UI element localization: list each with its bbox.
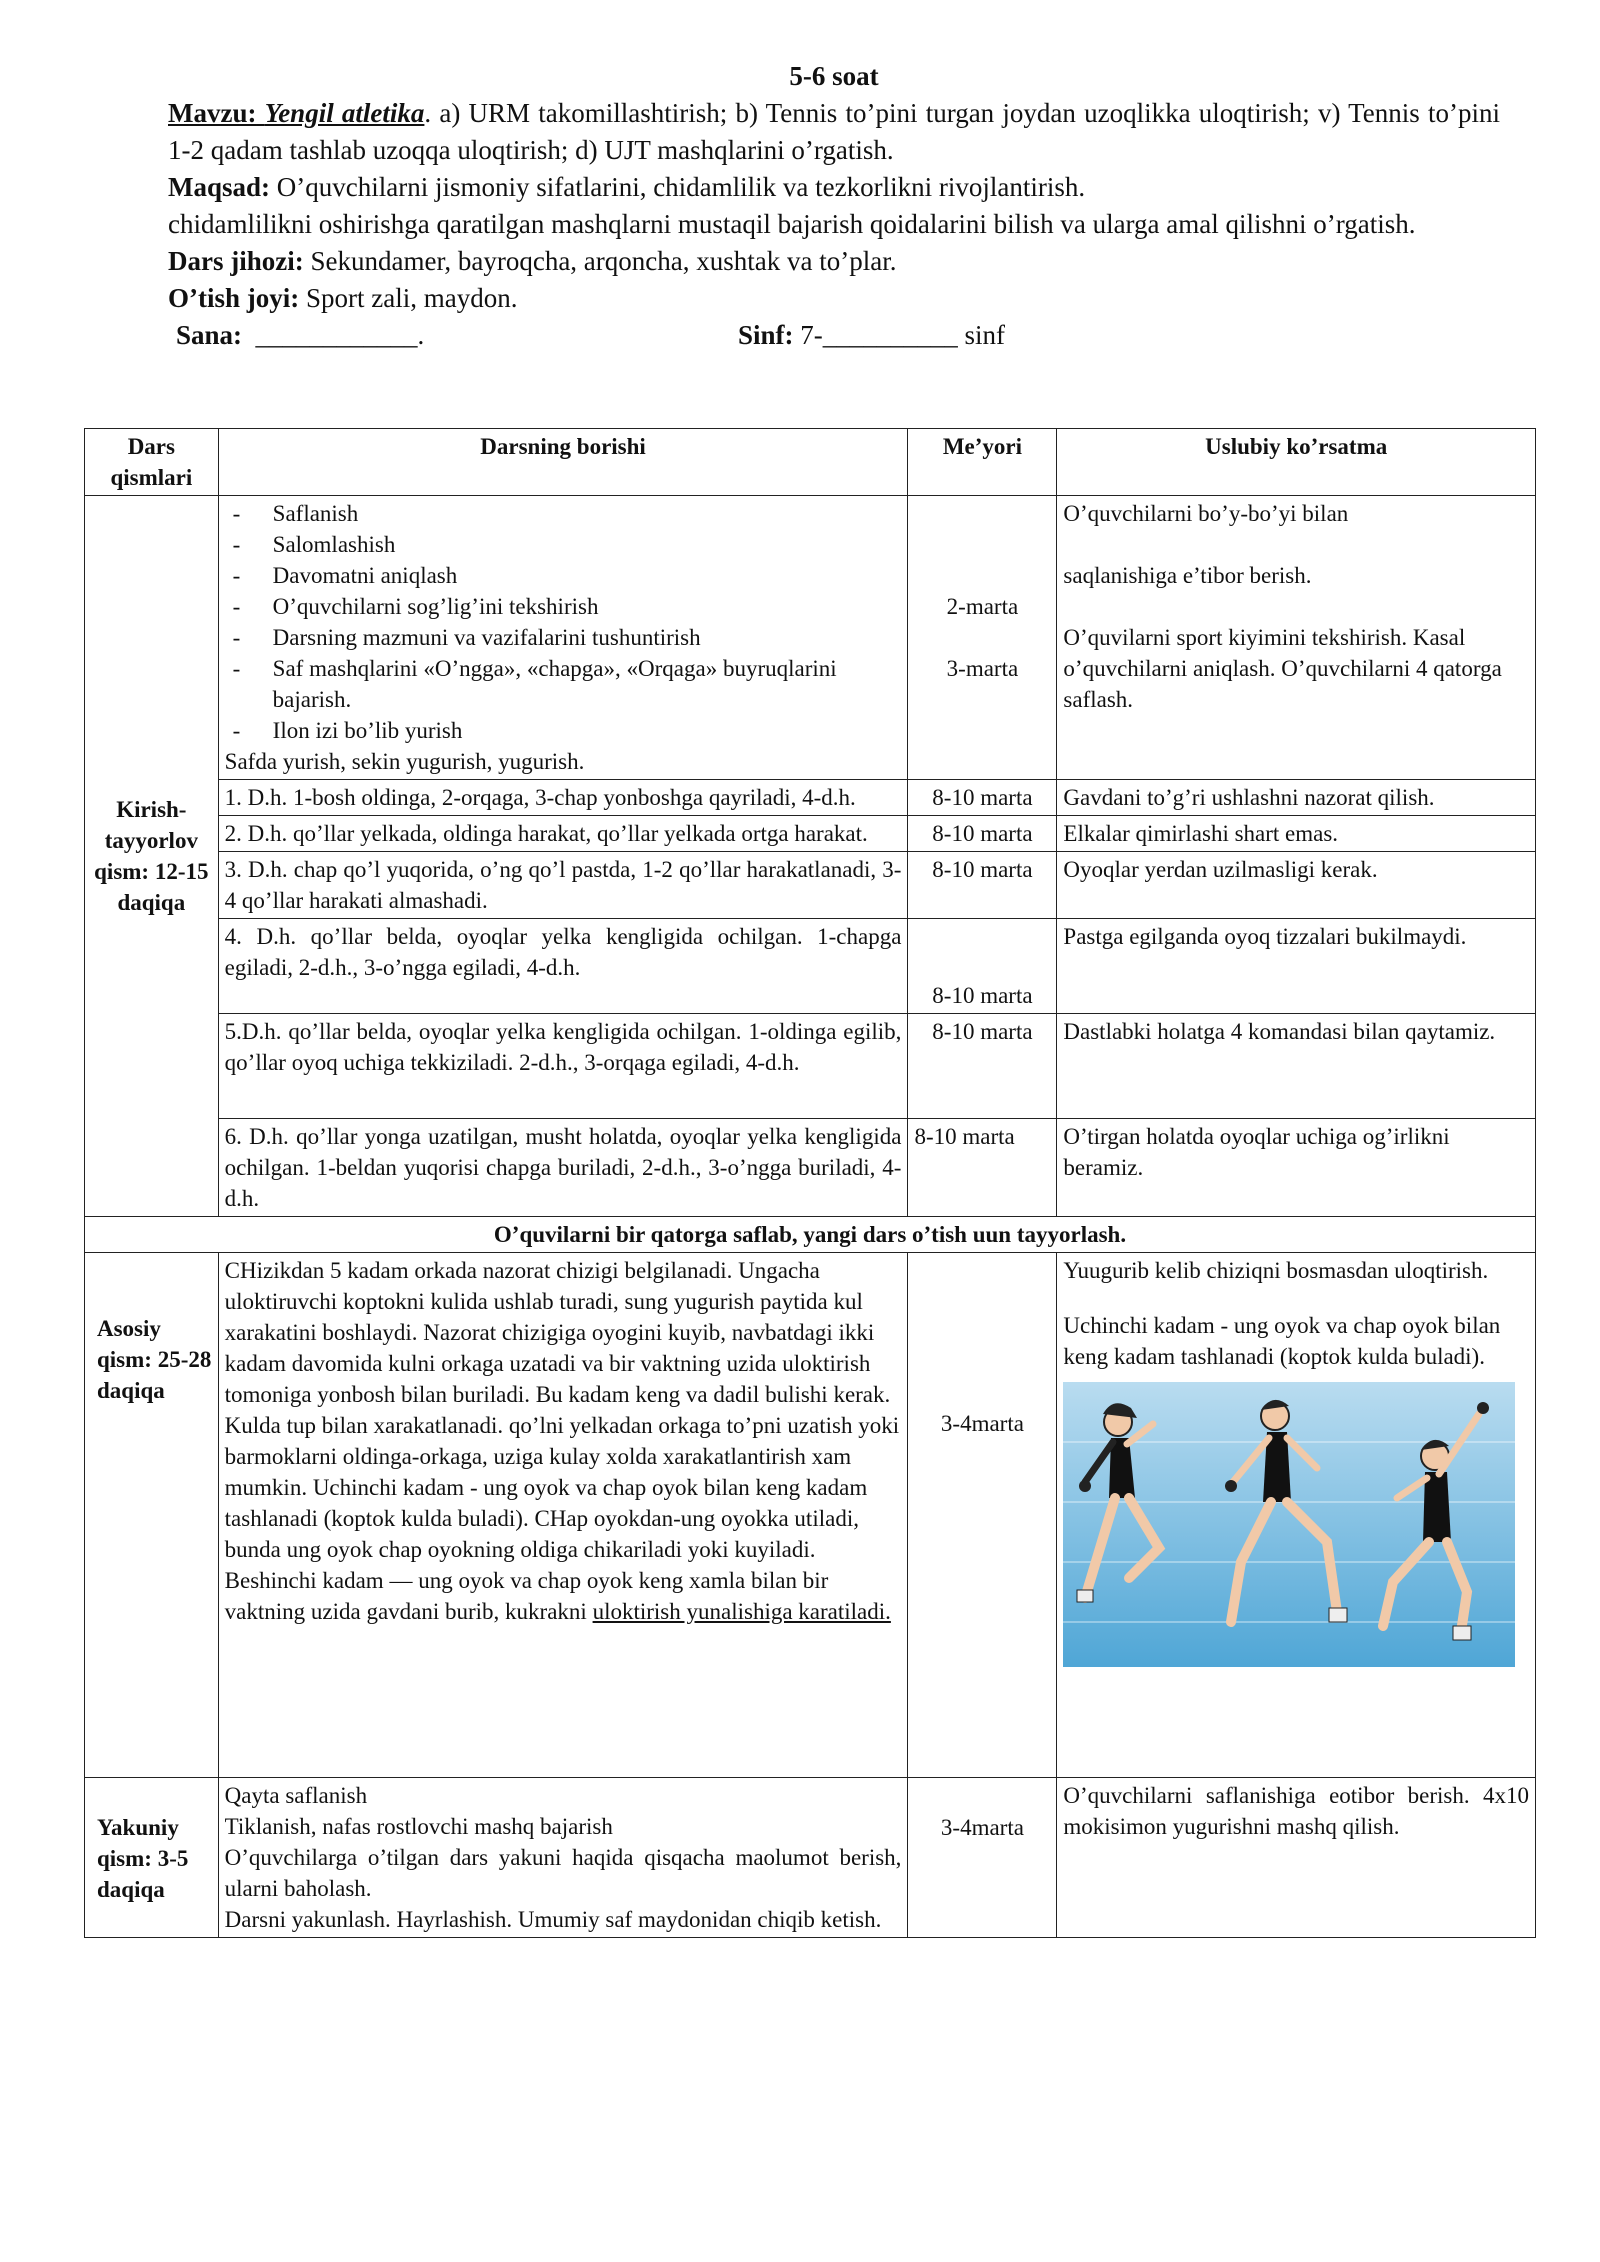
date-field <box>176 317 424 354</box>
date-blank: ____________. <box>242 320 425 350</box>
main-text-end: uloktirish yunalishiga karatiladi. <box>592 1599 891 1624</box>
equipment-text: Sekundamer, bayroqcha, arqoncha, xushtak va to’plar. <box>303 246 897 276</box>
exercise-text: 2. D.h. qo’llar yelkada, oldinga harakat, qo’llar yelkada ortga harakat. <box>218 816 908 852</box>
table-row <box>85 1217 1536 1253</box>
intro-note-1: O’quvchilarni bo’y-bo’yi bilan <box>1063 501 1349 526</box>
class-label: Sinf: <box>738 320 794 350</box>
exercise-norm: 8-10 marta <box>908 1014 1057 1119</box>
exercise-norm: 8-10 marta <box>908 780 1057 816</box>
exercise-norm: 8-10 marta <box>908 852 1057 919</box>
header-norm: Me’yori <box>908 429 1057 496</box>
lesson-header <box>168 58 1500 357</box>
exercise-note: O’tirgan holatda oyoqlar uchiga og’irlikni beramiz. <box>1057 1119 1536 1217</box>
table-row <box>85 1014 1536 1119</box>
goal-line-2: chidamlilikni oshirishga qaratilgan mashqlarni mustaqil bajarish qoidalarini bilish va ularga amal qilishni o’rgatish. <box>168 209 1416 239</box>
topic-title: Yengil atletika <box>264 98 425 128</box>
list-item: - Salomlashish <box>225 529 902 560</box>
intro-items-cell <box>218 496 908 780</box>
table-row <box>85 1119 1536 1217</box>
exercise-note: Elkalar qimirlashi shart emas. <box>1057 816 1536 852</box>
header-notes: Uslubiy ko’rsatma <box>1057 429 1536 496</box>
final-text-cell <box>218 1778 908 1938</box>
exercise-note: Gavdani to’g’ri ushlashni nazorat qilish. <box>1057 780 1536 816</box>
intro-list <box>225 498 902 746</box>
transition-row: O’quvilarni bir qatorga saflab, yangi dars o’tish uun tayyorlash. <box>85 1217 1536 1253</box>
table-row <box>85 1253 1536 1778</box>
list-item: - Saflanish <box>225 498 902 529</box>
exercise-text: 4. D.h. qo’llar belda, oyoqlar yelka kengligida ochilgan. 1-chapga egiladi, 2-d.h., 3-o’ngga egiladi, 4-d.h. <box>218 919 908 1014</box>
exercise-norm: 8-10 marta <box>908 1119 1057 1217</box>
header-progress: Darsning borishi <box>218 429 908 496</box>
table-row <box>85 780 1536 816</box>
intro-part-cell: Kirish-tayyorlov qism: 12-15 daqiqa <box>85 496 219 1217</box>
main-norm-cell: 3-4marta <box>908 1253 1057 1778</box>
intro-norm-1: 2-marta <box>946 594 1019 619</box>
date-class-row <box>168 317 1500 357</box>
main-text: CHizikdan 5 kadam orkada nazorat chizigi belgilanadi. Ungacha uloktiruvchi koptokni kulida ushlab turadi, sung yugurish paytida kul xarakatini boshlaydi. Nazorat chizigiga oyogini kuyib, navbatdagi ikki kadam davomida kulni orkaga uzatadi va bir vaktning uzida uloktirish tomoniga yonbosh bilan buriladi. Bu kadam keng va dadil bulishi kerak. Kulda tup bilan xarakatlanadi. qo’lni yelkadan orkaga to’pni uzatish yoki barmoklarni oldinga-orkaga, uziga kulay xolda xarakatlantirish xam mumkin. Uchinchi kadam - ung oyok va chap oyok bilan keng kadam tashlanadi (koptok kulda buladi). CHap oyokdan-ung oyokka utiladi, bunda ung oyok chap oyokning oldiga chikariladi yoki kuyiladi. Beshinchi kadam — ung oyok va chap oyok keng xamla bilan bir vaktning uzida gavdani burib, kukrakni <box>224 1258 900 1624</box>
class-field <box>738 317 1005 354</box>
goal-label: Maqsad: <box>168 172 271 202</box>
intro-notes-cell <box>1057 496 1536 780</box>
intro-norm-cell <box>908 496 1057 780</box>
main-note-1: Yuugurib kelib chiziqni bosmasdan uloqtirish. <box>1063 1258 1489 1283</box>
final-note-cell: O’quvchilarni saflanishiga eotibor berish. 4x10 mokisimon yugurishni mashq qilish. <box>1057 1778 1536 1938</box>
final-line: Qayta saflanish <box>224 1783 368 1808</box>
lesson-hours: 5-6 soat <box>789 61 879 91</box>
exercise-note: Pastga egilganda oyoq tizzalari bukilmaydi. <box>1057 919 1536 1014</box>
final-line: Tiklanish, nafas rostlovchi mashq bajarish <box>224 1814 613 1839</box>
main-note-2: Uchinchi kadam - ung oyok va chap oyok bilan keng kadam tashlanadi (koptok kulda buladi). <box>1063 1313 1501 1369</box>
list-item: - Davomatni aniqlash <box>225 560 902 591</box>
goal-text: O’quvchilarni jismoniy sifatlarini, chidamlilik va tezkorlikni rivojlantirish. <box>270 172 1086 202</box>
header-parts: Dars qismlari <box>85 429 219 496</box>
table-row <box>85 496 1536 780</box>
exercise-norm: 8-10 marta <box>908 919 1057 1014</box>
table-row <box>85 852 1536 919</box>
intro-note-3: O’quvilarni sport kiyimini tekshirish. Kasal o’quvchilarni aniqlash. O’quvchilarni 4 qatorga saflash. <box>1063 625 1502 712</box>
table-row <box>85 816 1536 852</box>
place-text: Sport zali, maydon. <box>299 283 518 313</box>
intro-norm-2: 3-marta <box>946 656 1019 681</box>
list-item: - Saf mashqlarini «O’ngga», «chapga», «Orqaga» buyruqlarini bajarish. <box>225 653 902 715</box>
final-line: O’quvchilarga o’tilgan dars yakuni haqida qisqacha maolumot berish, ularni baholash. <box>224 1845 902 1901</box>
goal-line <box>168 169 1500 206</box>
date-label: Sana: <box>176 320 243 350</box>
final-line: Darsni yakunlash. Hayrlashish. Umumiy saf maydonidan chiqib ketish. <box>224 1907 882 1932</box>
equipment-line <box>168 243 1500 280</box>
intro-note-2: saqlanishiga e’tibor berish. <box>1063 563 1312 588</box>
equipment-label: Dars jihozi: <box>168 246 304 276</box>
javelin-throw-illustration <box>1063 1382 1515 1667</box>
topic-text: . a) URM takomillashtirish; b) Tennis to’pini turgan joydan uzoqlikka uloqtirish; v) Tennis to’pini 1-2 qadam tashlab uzoqqa uloqtirish; d) UJT mashqlarini o’rgatish. <box>168 98 1500 165</box>
main-notes-cell <box>1057 1253 1536 1778</box>
main-text-cell <box>218 1253 908 1778</box>
topic-line <box>168 95 1500 169</box>
class-text: 7-__________ sinf <box>793 320 1006 350</box>
final-part-cell: Yakuniy qism: 3-5 daqiqa <box>85 1778 219 1938</box>
lesson-plan-table <box>84 428 1536 1938</box>
table-row <box>85 919 1536 1014</box>
exercise-note: Dastlabki holatga 4 komandasi bilan qaytamiz. <box>1057 1014 1536 1119</box>
exercise-norm: 8-10 marta <box>908 816 1057 852</box>
table-header-row <box>85 429 1536 496</box>
intro-last-line: Safda yurish, sekin yugurish, yugurish. <box>224 749 585 774</box>
topic-label: Mavzu: <box>168 98 257 128</box>
place-line <box>168 280 1500 317</box>
exercise-text: 5.D.h. qo’llar belda, oyoqlar yelka kengligida ochilgan. 1-oldinga egilib, qo’llar oyoq uchiga tekkiziladi. 2-d.h., 3-orqaga egiladi, 4-d.h. <box>218 1014 908 1119</box>
place-label: O’tish joyi: <box>168 283 300 313</box>
table-row <box>85 1778 1536 1938</box>
exercise-note: Oyoqlar yerdan uzilmasligi kerak. <box>1057 852 1536 919</box>
exercise-text: 6. D.h. qo’llar yonga uzatilgan, musht holatda, oyoqlar yelka kengligida ochilgan. 1-beldan yuqorisi chapga buriladi, 2-d.h., 3-o’ngga buriladi, 4-d.h. <box>218 1119 908 1217</box>
main-part-cell: Asosiy qism: 25-28 daqiqa <box>85 1253 219 1778</box>
list-item: - Ilon izi bo’lib yurish <box>225 715 902 746</box>
list-item: - Darsning mazmuni va vazifalarini tushuntirish <box>225 622 902 653</box>
exercise-text: 3. D.h. chap qo’l yuqorida, o’ng qo’l pastda, 1-2 qo’llar harakatlanadi, 3-4 qo’llar harakati almashadi. <box>218 852 908 919</box>
final-norm-cell: 3-4marta <box>908 1778 1057 1938</box>
exercise-text: 1. D.h. 1-bosh oldinga, 2-orqaga, 3-chap yonboshga qayriladi, 4-d.h. <box>218 780 908 816</box>
list-item: - O’quvchilarni sog’lig’ini tekshirish <box>225 591 902 622</box>
